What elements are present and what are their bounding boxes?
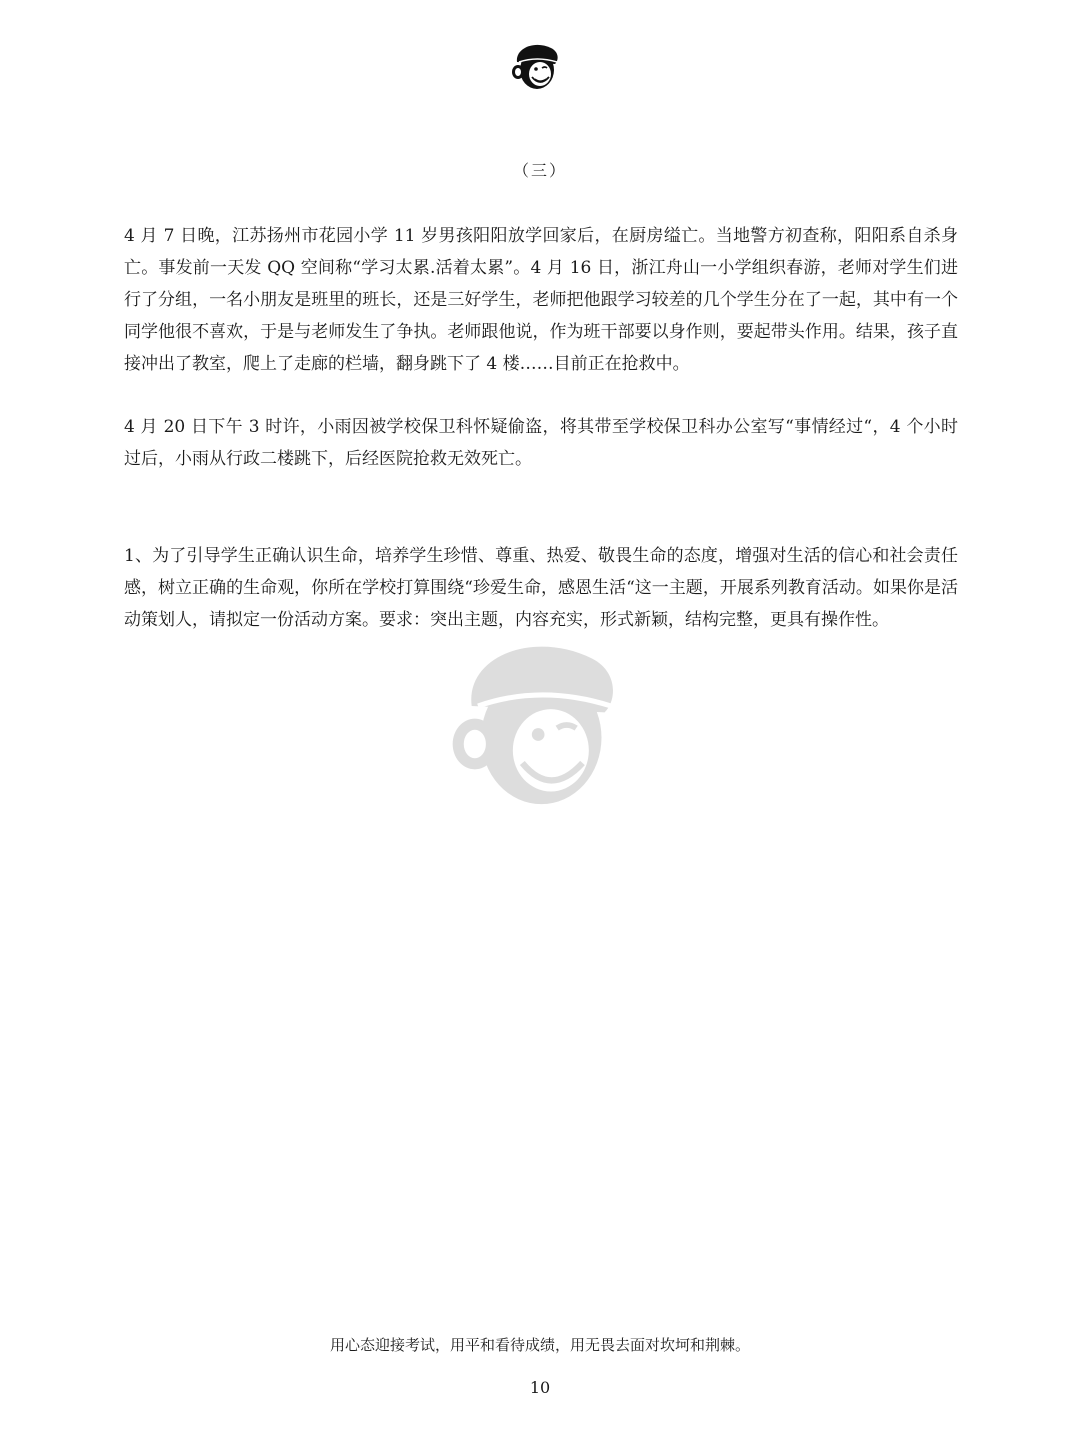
monkey-mascot-icon	[505, 40, 565, 92]
footer-motto: 用心态迎接考试，用平和看待成绩，用无畏去面对坎坷和荆棘。	[329, 1336, 750, 1354]
section-heading: （三）	[512, 161, 567, 180]
paragraph-incidents-april: 4 月 7 日晚，江苏扬州市花园小学 11 岁男孩阳阳放学回家后，在厨房缢亡。当地警方初查称，阳阳系自杀身亡。事发前一天发 QQ 空间称“学习太累.活着太累”。4 月 16 日，浙江舟山一小学组织春游，老师对学生们进行了分组，一名小朋友是班里的班长，还是三好学生，老师把他跟学习较差的几个学生分在了一起，其中有一个同学他很不喜欢，于是与老师发生了争执。老师跟他说，作为班干部要以身作则，要起带头作用。结果，孩子直接冲出了教室，爬上了走廊的栏墙，翻身跳下了 4 楼……目前正在抢救中。	[124, 226, 958, 374]
paragraph-question-1: 1、为了引导学生正确认识生命，培养学生珍惜、尊重、热爱、敬畏生命的态度，增强对生活的信心和社会责任感，树立正确的生命观，你所在学校打算围绕“珍爱生命，感恩生活“这一主题，开展系列教育活动。如果你是活动策划人，请拟定一份活动方案。要求：突出主题，内容充实，形式新颖，结构完整，更具有操作性。	[124, 546, 958, 630]
paragraph-incident-xiaoyu: 4 月 20 日下午 3 时许，小雨因被学校保卫科怀疑偷盗，将其带至学校保卫科办公室写“事情经过“，4 个小时过后，小雨从行政二楼跳下，后经医院抢救无效死亡。	[124, 417, 958, 469]
monkey-mascot-watermark-icon	[440, 630, 630, 820]
page-number: 10	[529, 1378, 551, 1397]
